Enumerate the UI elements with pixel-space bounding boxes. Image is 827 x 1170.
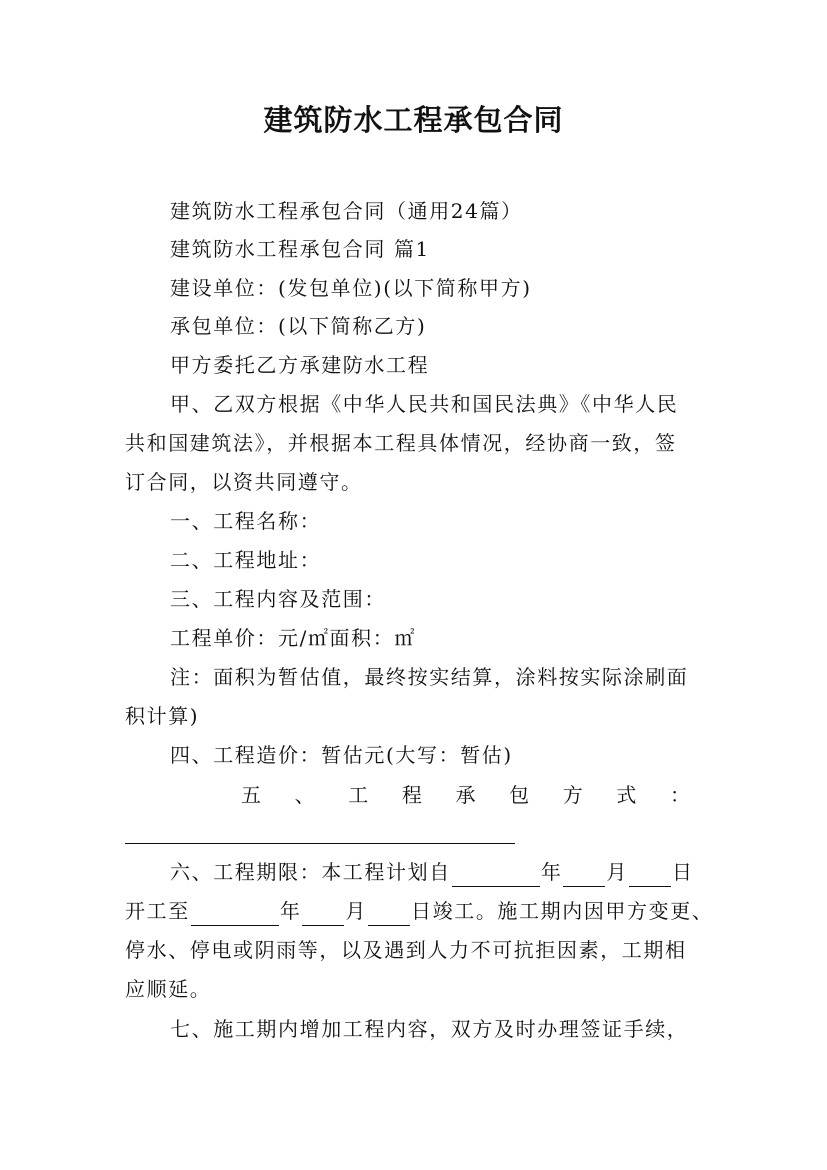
item-duration-line-2 xyxy=(125,896,714,926)
month-label: 月 xyxy=(345,899,368,923)
builder-line: 建设单位：(发包单位)(以下简称甲方) xyxy=(170,276,532,300)
item-project-address: 二、工程地址： xyxy=(170,548,322,572)
contract-method-blank xyxy=(125,843,515,844)
contract-method-char: ： xyxy=(670,783,690,807)
document-title: 建筑防水工程承包合同 xyxy=(263,103,564,137)
contract-method-char: 承 xyxy=(455,783,476,807)
contract-method-char: 方 xyxy=(562,783,583,807)
end-day-blank xyxy=(368,903,410,926)
contract-method-char: 程 xyxy=(401,783,422,807)
contractor-line: 承包单位：(以下简称乙方) xyxy=(170,314,427,338)
start-work-label: 开工至 xyxy=(125,899,190,923)
item-project-scope: 三、工程内容及范围： xyxy=(170,587,386,611)
entrust-line: 甲方委托乙方承建防水工程 xyxy=(170,353,430,377)
basis-line-3: 订合同，以资共同遵守。 xyxy=(125,470,363,494)
start-month-blank xyxy=(563,864,605,887)
note-line-2: 积计算) xyxy=(125,704,200,728)
item-additional-work: 七、施工期内增加工程内容，双方及时办理签证手续， xyxy=(170,1017,689,1041)
unit-price-line: 工程单价：元/㎡面积：㎡ xyxy=(170,626,416,650)
start-year-blank xyxy=(452,864,540,887)
start-day-blank xyxy=(629,864,671,887)
contract-method-char: 五 xyxy=(241,783,261,807)
basis-line-1: 甲、乙双方根据《中华人民共和国民法典》《中华人民 xyxy=(170,392,679,416)
end-year-blank xyxy=(191,903,279,926)
year-label: 年 xyxy=(540,860,563,884)
contract-method-char: 工 xyxy=(348,783,369,807)
month-label: 月 xyxy=(606,860,629,884)
contract-method-char: 、 xyxy=(294,783,315,807)
part-heading: 建筑防水工程承包合同 篇1 xyxy=(170,237,430,261)
item-project-cost: 四、工程造价：暂估元(大写：暂估) xyxy=(170,743,513,767)
completion-text: 日竣工。施工期内因甲方变更、 xyxy=(411,899,714,923)
item-contract-method xyxy=(241,780,690,810)
contract-method-char: 包 xyxy=(509,783,530,807)
end-month-blank xyxy=(302,903,344,926)
note-line-1: 注：面积为暂估值，最终按实结算，涂料按实际涂刷面 xyxy=(170,665,689,689)
basis-line-2: 共和国建筑法》，并根据本工程具体情况，经协商一致，签 xyxy=(125,431,677,455)
day-label: 日 xyxy=(672,860,694,884)
item-duration-line-4: 应顺延。 xyxy=(125,977,212,1001)
duration-label: 六、工程期限：本工程计划自 xyxy=(170,860,451,884)
item-project-name: 一、工程名称： xyxy=(170,509,322,533)
item-duration-line-3: 停水、停电或阴雨等，以及遇到人力不可抗拒因素，工期相 xyxy=(125,938,687,962)
year-label: 年 xyxy=(279,899,302,923)
item-duration-line-1 xyxy=(170,857,705,887)
document-subtitle: 建筑防水工程承包合同（通用24篇） xyxy=(170,199,523,223)
contract-method-char: 式 xyxy=(616,783,637,807)
